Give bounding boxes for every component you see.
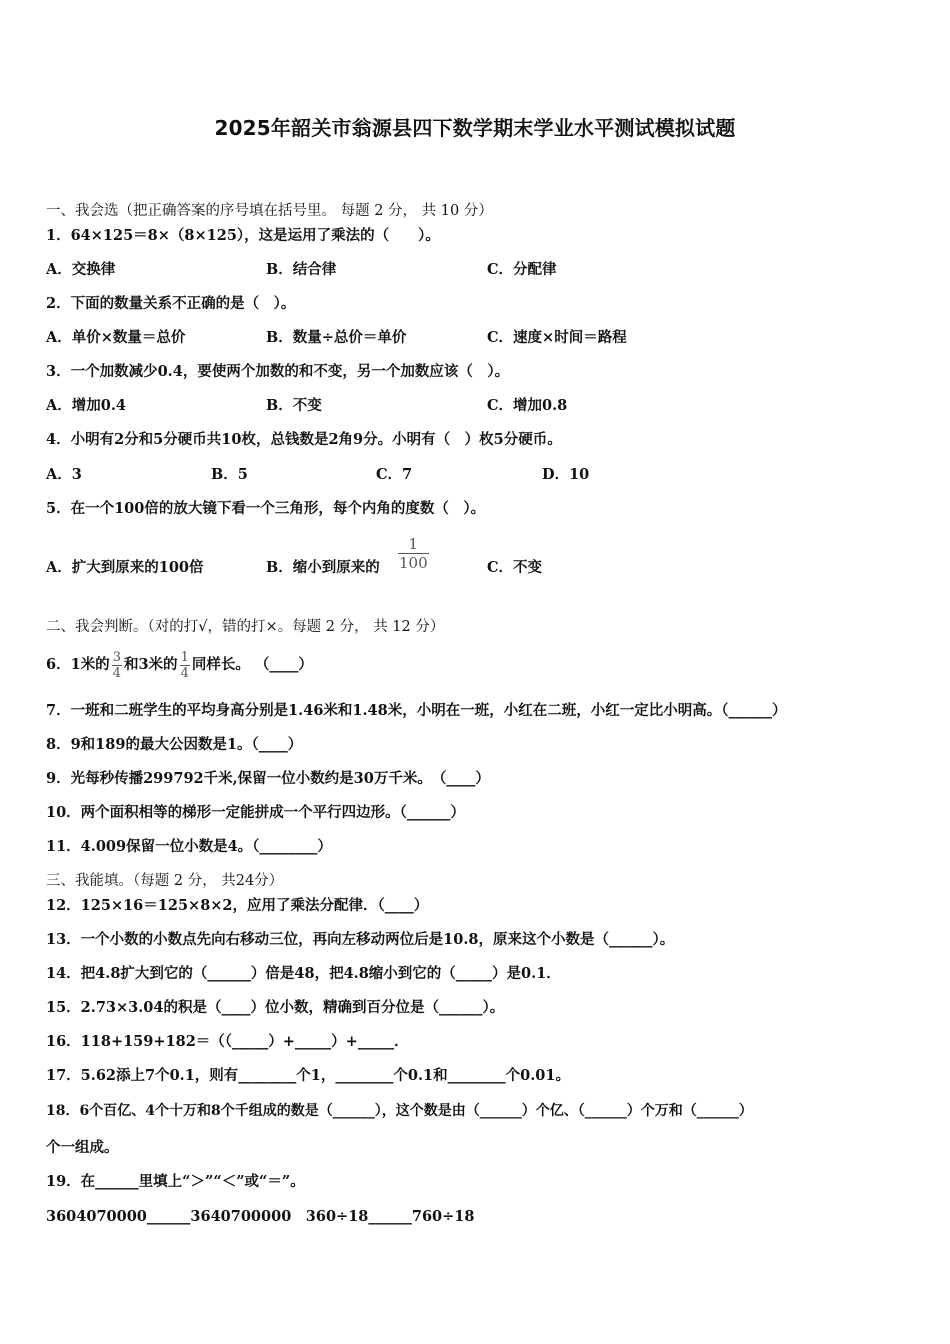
q5-fraction-numerator: 1 [408, 535, 419, 553]
q3-option-c: C．增加0.8 [487, 397, 568, 414]
q6-fraction-2 [180, 650, 190, 681]
question-2: 2．下面的数量关系不正确的是（ ）。 [46, 295, 296, 312]
q6-fraction-1-denominator: 4 [112, 665, 121, 681]
section-3-heading: 三、我能填。（每题 2 分， 共24分） [46, 873, 284, 889]
page-title: 2025年韶关市翁源县四下数学期末学业水平测试模拟试题 [214, 116, 736, 140]
q3-option-b: B．不变 [266, 397, 322, 414]
q6-text-1: 6．1米的 [46, 656, 110, 673]
q4-option-b: B．5 [211, 466, 248, 483]
q4-option-a: A．3 [46, 466, 82, 483]
question-1: 1．64×125＝8×（8×125），这是运用了乘法的（ ）。 [46, 227, 440, 244]
question-19-comparisons: 3604070000______3640700000 360÷18______760÷18 [46, 1208, 475, 1225]
question-5: 5．在一个100倍的放大镜下看一个三角形，每个内角的度数（ ）。 [46, 500, 486, 517]
question-15: 15．2.73×3.04的积是（____）位小数，精确到百分位是（______）。 [46, 999, 505, 1016]
question-18: 18．6个百亿、4个十万和8个千组成的数是（______），这个数是由（______）个亿、（______）个万和（______） [46, 1103, 753, 1119]
q5-option-b-text: B．缩小到原来的 [266, 559, 380, 576]
q6-text-3: 同样长。 （____） [191, 656, 313, 673]
question-17: 17．5.62添上7个0.1，则有________个1，________个0.1和________个0.01。 [46, 1067, 570, 1084]
q3-option-a: A．增加0.4 [46, 397, 126, 414]
q2-option-b: B．数量÷总价＝单价 [266, 329, 407, 346]
section-1-heading: 一、我会选（把正确答案的序号填在括号里。 每题 2 分， 共 10 分） [46, 203, 493, 219]
q6-fraction-2-numerator: 1 [180, 649, 189, 665]
q6-fraction-1-numerator: 3 [112, 649, 121, 665]
q6-fraction-1 [112, 650, 122, 681]
question-13: 13．一个小数的小数点先向右移动三位，再向左移动两位后是10.8，原来这个小数是（______）。 [46, 931, 675, 948]
question-9: 9．光每秒传播299792千米,保留一位小数约是30万千米。 （____） [46, 770, 490, 787]
q4-option-c: C．7 [376, 466, 413, 483]
q6-text-2: 和3米的 [123, 656, 178, 673]
question-3: 3．一个加数减少0.4，要使两个加数的和不变，另一个加数应该（ ）。 [46, 363, 510, 380]
question-12: 12．125×16＝125×8×2，应用了乘法分配律．（____） [46, 897, 429, 914]
q1-option-a: A．交换律 [46, 261, 116, 278]
section-2-heading: 二、我会判断。（对的打√，错的打×。每题 2 分， 共 12 分） [46, 619, 445, 635]
question-10: 10．两个面积相等的梯形一定能拼成一个平行四边形。（______） [46, 804, 465, 821]
q5-fraction-denominator: 100 [399, 554, 428, 572]
q2-option-a: A．单价×数量＝总价 [46, 329, 186, 346]
question-14: 14．把4.8扩大到它的（______）倍是48，把4.8缩小到它的（_____）是0.1． [46, 965, 561, 982]
q2-option-c: C．速度×时间＝路程 [487, 329, 627, 346]
q6-fraction-2-denominator: 4 [180, 665, 189, 681]
q1-option-b: B．结合律 [266, 261, 337, 278]
q5-option-a: A．扩大到原来的100倍 [46, 559, 204, 576]
question-11: 11．4.009保留一位小数是4。（________） [46, 838, 332, 855]
question-4: 4．小明有2分和5分硬币共10枚，总钱数是2角9分。小明有（ ）枚5分硬币。 [46, 431, 562, 448]
q5-option-b [266, 559, 380, 577]
question-16: 16．118+159+182＝（（_____）+_____）+_____． [46, 1033, 409, 1050]
q1-option-c: C．分配律 [487, 261, 557, 278]
q5-option-c: C．不变 [487, 559, 543, 576]
q4-option-d: D．10 [542, 466, 590, 483]
question-6 [46, 648, 313, 682]
question-8: 8．9和189的最大公因数是1。（____） [46, 736, 303, 753]
question-7: 7．一班和二班学生的平均身高分别是1.46米和1.48米，小明在一班，小红在二班，小红一定比小明高。（______） [46, 702, 787, 719]
q5-fraction [398, 535, 429, 572]
question-19: 19．在______里填上“＞”“＜”或“＝”。 [46, 1173, 305, 1190]
question-18-continued: 个一组成。 [46, 1139, 119, 1156]
